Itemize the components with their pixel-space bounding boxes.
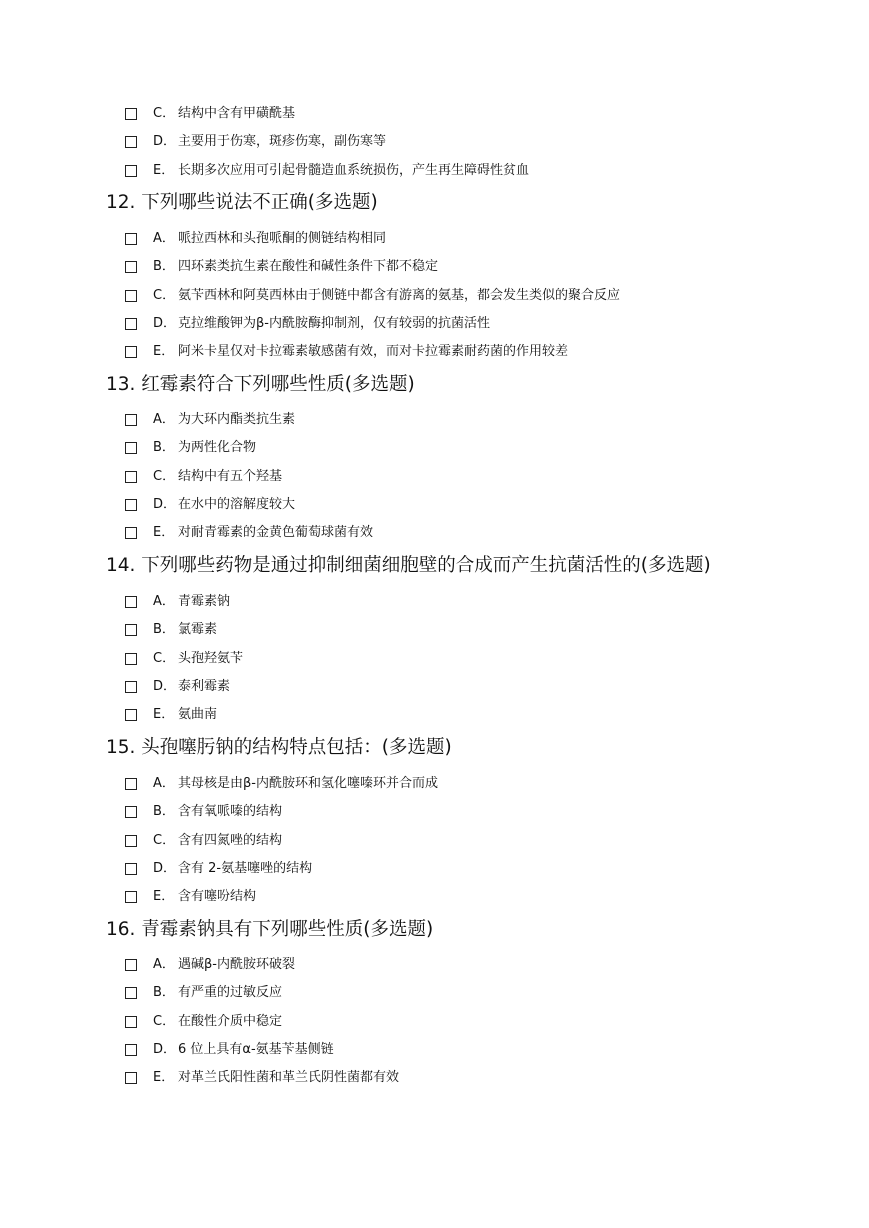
option-text: 其母核是由β-内酰胺环和氢化噻嗪环并合而成: [178, 776, 438, 791]
question-title: 12. 下列哪些说法不正确(多选题): [106, 192, 378, 213]
option-item[interactable]: [0, 161, 869, 181]
option-label: B．: [153, 804, 175, 819]
option-item[interactable]: [0, 1012, 869, 1032]
checkbox[interactable]: [125, 346, 137, 358]
option-item[interactable]: [0, 620, 869, 640]
checkbox[interactable]: [125, 499, 137, 511]
checkbox[interactable]: [125, 624, 137, 636]
option-item[interactable]: [0, 523, 869, 543]
option-label: A．: [153, 412, 175, 427]
option-label: C．: [153, 288, 176, 303]
option-text: 含有 2-氨基噻唑的结构: [178, 861, 313, 876]
option-label: B．: [153, 985, 175, 1000]
checkbox[interactable]: [125, 891, 137, 903]
option-item[interactable]: [0, 705, 869, 725]
option-text: 主要用于伤寒，斑疹伤寒，副伤寒等: [178, 134, 387, 149]
option-label: B．: [153, 440, 175, 455]
option-label: D．: [153, 679, 177, 694]
option-item[interactable]: [0, 831, 869, 851]
option-item[interactable]: [0, 955, 869, 975]
option-item[interactable]: [0, 132, 869, 152]
option-text: 氨曲南: [178, 707, 218, 722]
option-label: D．: [153, 861, 177, 876]
option-text: 四环素类抗生素在酸性和碱性条件下都不稳定: [178, 259, 439, 274]
option-label: C．: [153, 833, 176, 848]
option-item[interactable]: [0, 495, 869, 515]
option-item[interactable]: [0, 1040, 869, 1060]
option-text: 含有氧哌嗪的结构: [178, 804, 283, 819]
option-text: 为大环内酯类抗生素: [178, 412, 296, 427]
option-text: 对革兰氏阳性菌和革兰氏阴性菌都有效: [178, 1070, 400, 1085]
option-label: E．: [153, 1070, 175, 1085]
option-label: E．: [153, 707, 175, 722]
option-text: 在酸性介质中稳定: [178, 1014, 283, 1029]
checkbox[interactable]: [125, 709, 137, 721]
checkbox[interactable]: [125, 261, 137, 273]
option-item[interactable]: [0, 649, 869, 669]
option-item[interactable]: [0, 467, 869, 487]
option-label: A．: [153, 231, 175, 246]
checkbox[interactable]: [125, 318, 137, 330]
option-text: 为两性化合物: [178, 440, 257, 455]
option-item[interactable]: [0, 1068, 869, 1088]
option-text: 遇碱β-内酰胺环破裂: [178, 957, 295, 972]
checkbox[interactable]: [125, 596, 137, 608]
checkbox[interactable]: [125, 471, 137, 483]
option-label: E．: [153, 889, 175, 904]
option-text: 6 位上具有α-氨基苄基侧链: [178, 1042, 334, 1057]
option-text: 克拉维酸钾为β-内酰胺酶抑制剂，仅有较弱的抗菌活性: [178, 316, 490, 331]
option-text: 氯霉素: [178, 622, 218, 637]
question-title: 14. 下列哪些药物是通过抑制细菌细胞壁的合成而产生抗菌活性的(多选题): [106, 555, 711, 576]
option-text: 在水中的溶解度较大: [178, 497, 296, 512]
question-title: 15. 头孢噻肟钠的结构特点包括：(多选题): [106, 737, 452, 758]
question-title: 16. 青霉素钠具有下列哪些性质(多选题): [106, 919, 434, 940]
option-text: 对耐青霉素的金黄色葡萄球菌有效: [178, 525, 374, 540]
option-item[interactable]: [0, 592, 869, 612]
option-text: 哌拉西林和头孢哌酮的侧链结构相同: [178, 231, 387, 246]
checkbox[interactable]: [125, 442, 137, 454]
option-text: 青霉素钠: [178, 594, 231, 609]
option-text: 泰利霉素: [178, 679, 231, 694]
option-label: E．: [153, 163, 175, 178]
checkbox[interactable]: [125, 653, 137, 665]
checkbox[interactable]: [125, 835, 137, 847]
option-label: D．: [153, 134, 177, 149]
checkbox[interactable]: [125, 778, 137, 790]
option-text: 含有噻吩结构: [178, 889, 257, 904]
option-label: A．: [153, 957, 175, 972]
checkbox[interactable]: [125, 863, 137, 875]
option-label: C．: [153, 1014, 176, 1029]
checkbox[interactable]: [125, 681, 137, 693]
option-item[interactable]: [0, 229, 869, 249]
option-item[interactable]: [0, 802, 869, 822]
checkbox[interactable]: [125, 136, 137, 148]
checkbox[interactable]: [125, 1044, 137, 1056]
option-label: C．: [153, 651, 176, 666]
option-item[interactable]: [0, 677, 869, 697]
option-item[interactable]: [0, 314, 869, 334]
option-item[interactable]: [0, 774, 869, 794]
option-label: D．: [153, 316, 177, 331]
checkbox[interactable]: [125, 108, 137, 120]
option-text: 有严重的过敏反应: [178, 985, 283, 1000]
option-text: 含有四氮唑的结构: [178, 833, 283, 848]
checkbox[interactable]: [125, 1072, 137, 1084]
checkbox[interactable]: [125, 233, 137, 245]
checkbox[interactable]: [125, 1016, 137, 1028]
option-label: C．: [153, 106, 176, 121]
checkbox[interactable]: [125, 290, 137, 302]
option-label: D．: [153, 1042, 177, 1057]
option-label: B．: [153, 622, 175, 637]
checkbox[interactable]: [125, 987, 137, 999]
option-text: 阿米卡星仅对卡拉霉素敏感菌有效，而对卡拉霉素耐药菌的作用较差: [178, 344, 569, 359]
option-item[interactable]: [0, 104, 869, 124]
option-text: 结构中含有甲磺酰基: [178, 106, 296, 121]
checkbox[interactable]: [125, 165, 137, 177]
checkbox[interactable]: [125, 527, 137, 539]
option-label: D．: [153, 497, 177, 512]
question-title: 13. 红霉素符合下列哪些性质(多选题): [106, 374, 415, 395]
option-text: 结构中有五个羟基: [178, 469, 283, 484]
option-label: C．: [153, 469, 176, 484]
option-label: E．: [153, 344, 175, 359]
option-item[interactable]: [0, 887, 869, 907]
option-item[interactable]: [0, 257, 869, 277]
checkbox[interactable]: [125, 959, 137, 971]
option-item[interactable]: [0, 983, 869, 1003]
option-label: E．: [153, 525, 175, 540]
option-item[interactable]: [0, 342, 869, 362]
checkbox[interactable]: [125, 806, 137, 818]
option-text: 长期多次应用可引起骨髓造血系统损伤，产生再生障碍性贫血: [178, 163, 530, 178]
option-item[interactable]: [0, 286, 869, 306]
option-label: B．: [153, 259, 175, 274]
option-text: 氨苄西林和阿莫西林由于侧链中都含有游离的氨基，都会发生类似的聚合反应: [178, 288, 621, 303]
option-label: A．: [153, 594, 175, 609]
option-item[interactable]: [0, 859, 869, 879]
option-label: A．: [153, 776, 175, 791]
option-item[interactable]: [0, 438, 869, 458]
option-text: 头孢羟氨苄: [178, 651, 244, 666]
option-item[interactable]: [0, 410, 869, 430]
checkbox[interactable]: [125, 414, 137, 426]
